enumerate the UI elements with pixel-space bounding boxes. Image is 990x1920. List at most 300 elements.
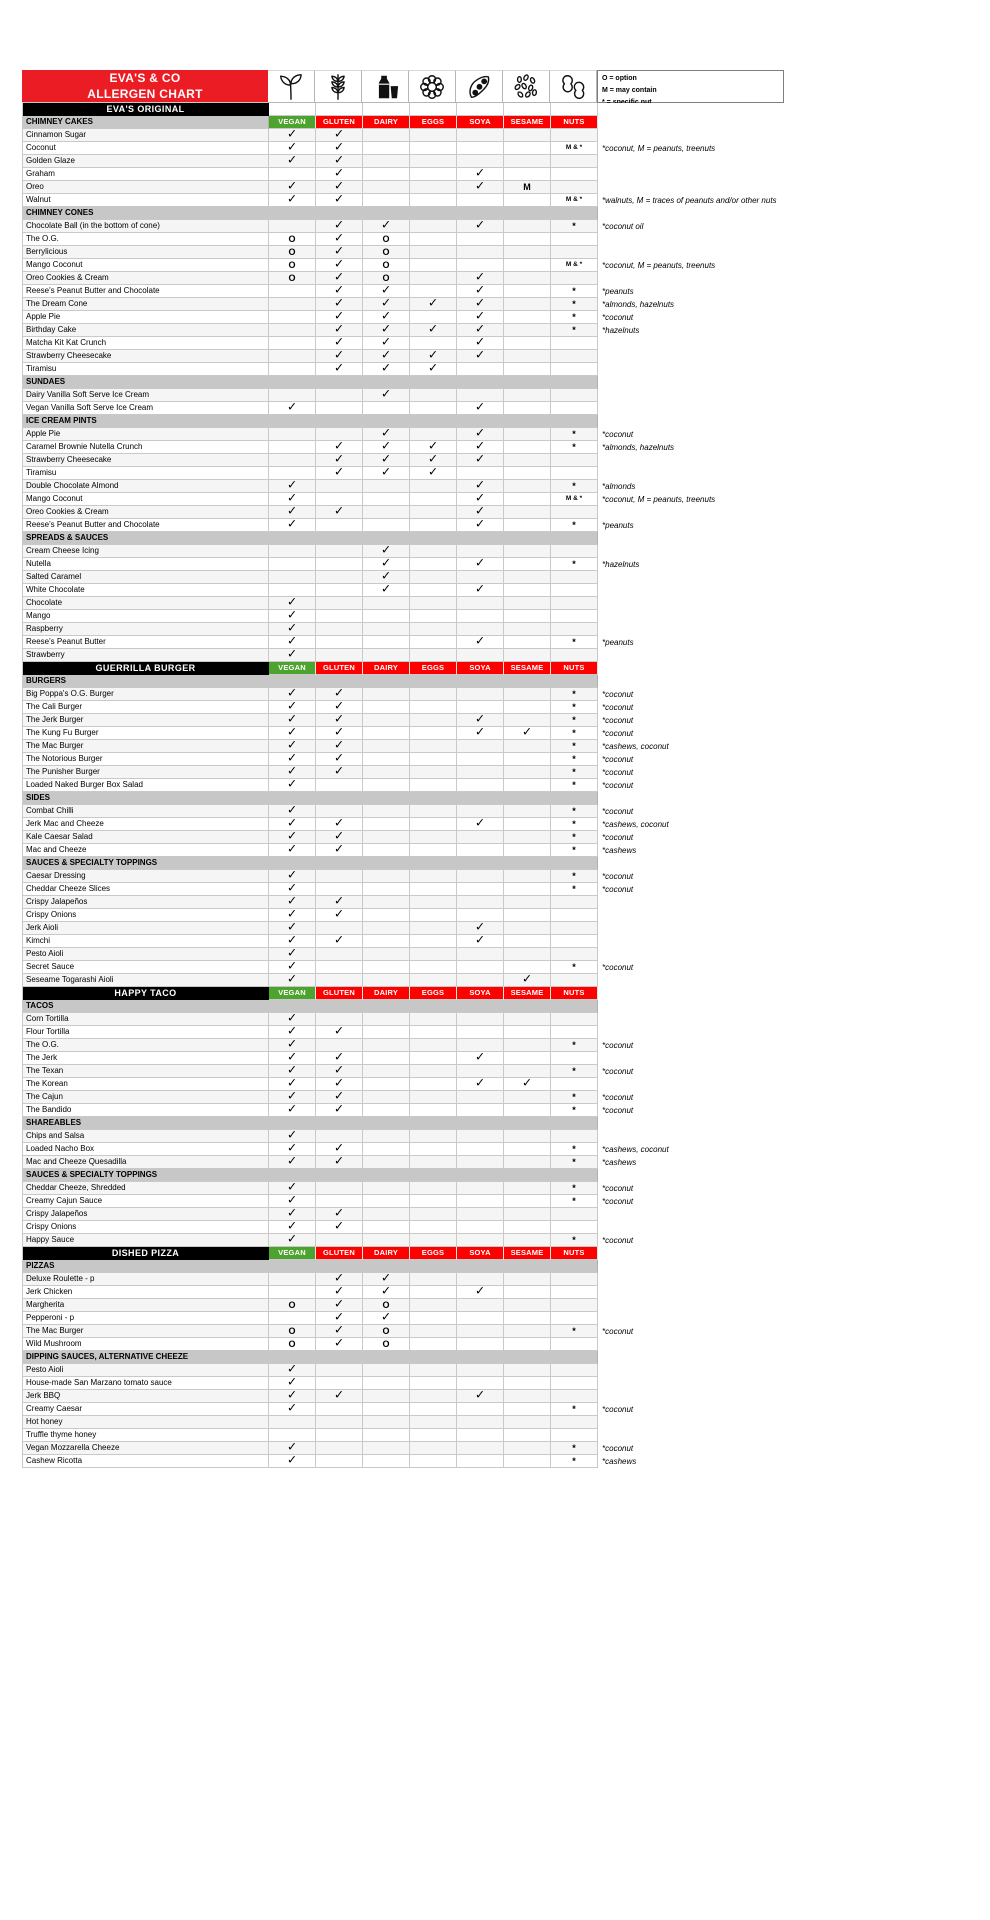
mark-cell <box>551 597 598 610</box>
mark-cell <box>363 896 410 909</box>
note: *coconut <box>598 1325 785 1338</box>
mark-cell <box>457 337 504 350</box>
note <box>598 168 785 181</box>
mark-cell <box>457 779 504 792</box>
mark-cell <box>551 1143 598 1156</box>
mark-cell <box>410 1325 457 1338</box>
section-title: DISHED PIZZA <box>23 1247 269 1260</box>
mark-cell <box>504 168 551 181</box>
checkmark: ✓ <box>286 649 298 661</box>
checkmark: ✓ <box>427 324 439 336</box>
mark-cell <box>269 337 316 350</box>
mark-cell <box>457 831 504 844</box>
item-name: Walnut <box>23 194 269 207</box>
checkmark: ✓ <box>333 168 345 180</box>
checkmark: ✓ <box>521 974 533 986</box>
mark-cell <box>316 298 363 311</box>
checkmark: ✓ <box>474 1390 486 1402</box>
item-name: Jerk Chicken <box>23 1286 269 1299</box>
subsection-header: SUNDAES <box>23 376 598 389</box>
item-name: Jerk Aioli <box>23 922 269 935</box>
mark-cell <box>504 402 551 415</box>
checkmark: ✓ <box>286 155 298 167</box>
mark-cell <box>269 1234 316 1247</box>
mark-cell <box>363 272 410 285</box>
checkmark: ✓ <box>286 831 298 843</box>
mark-cell <box>316 623 363 636</box>
mark-cell <box>504 1234 551 1247</box>
note <box>598 116 785 129</box>
mark-cell <box>269 1416 316 1429</box>
checkmark: ✓ <box>427 350 439 362</box>
mark-cell <box>410 753 457 766</box>
checkmark: ✓ <box>333 233 345 245</box>
mark-cell <box>504 337 551 350</box>
mark-cell <box>457 740 504 753</box>
item-name: Caesar Dressing <box>23 870 269 883</box>
column-header-dairy: DAIRY <box>363 987 410 1000</box>
checkmark: ✓ <box>333 1026 345 1038</box>
mark-cell <box>551 259 598 272</box>
allergen-flag: * <box>572 844 576 855</box>
note <box>598 1221 785 1234</box>
item-name: House-made San Marzano tomato sauce <box>23 1377 269 1390</box>
mark-cell <box>504 896 551 909</box>
mark-cell <box>504 623 551 636</box>
checkmark: ✓ <box>333 220 345 232</box>
mark-cell <box>551 701 598 714</box>
allergen-flag: O <box>382 1338 390 1349</box>
mark-cell <box>269 246 316 259</box>
item-name: The Bandido <box>23 1104 269 1117</box>
mark-cell <box>316 233 363 246</box>
mark-cell <box>316 1429 363 1442</box>
note: *cashews <box>598 844 785 857</box>
mark-cell <box>316 844 363 857</box>
checkmark: ✓ <box>333 1104 345 1116</box>
mark-cell <box>269 181 316 194</box>
mark-cell <box>269 1338 316 1351</box>
checkmark: ✓ <box>380 558 392 570</box>
mark-cell <box>269 454 316 467</box>
mark-cell <box>269 467 316 480</box>
mark-cell <box>410 519 457 532</box>
mark-cell <box>457 1234 504 1247</box>
blank-cell <box>504 103 551 116</box>
mark-cell <box>410 428 457 441</box>
mark-cell <box>316 1026 363 1039</box>
mark-cell <box>551 805 598 818</box>
note: *almonds, hazelnuts <box>598 441 785 454</box>
mark-cell <box>363 1078 410 1091</box>
note: *coconut <box>598 779 785 792</box>
item-name: Tiramisu <box>23 467 269 480</box>
mark-cell <box>316 766 363 779</box>
mark-cell <box>269 1013 316 1026</box>
allergen-flag: * <box>572 519 576 530</box>
mark-cell <box>316 1078 363 1091</box>
checkmark: ✓ <box>286 636 298 648</box>
checkmark: ✓ <box>286 727 298 739</box>
note <box>598 363 785 376</box>
mark-cell <box>410 844 457 857</box>
mark-cell <box>551 493 598 506</box>
mark-cell <box>269 623 316 636</box>
mark-cell <box>316 350 363 363</box>
column-header-vegan: VEGAN <box>269 1247 316 1260</box>
mark-cell <box>269 1026 316 1039</box>
mark-cell <box>363 233 410 246</box>
checkmark: ✓ <box>286 129 298 141</box>
mark-cell <box>457 233 504 246</box>
mark-cell <box>457 1273 504 1286</box>
mark-cell <box>363 259 410 272</box>
note: *coconut, M = peanuts, treenuts <box>598 142 785 155</box>
mark-cell <box>457 636 504 649</box>
mark-cell <box>551 1013 598 1026</box>
item-name: Cheddar Cheeze, Shredded <box>23 1182 269 1195</box>
allergen-flag: * <box>572 220 576 231</box>
note <box>598 1299 785 1312</box>
mark-cell <box>316 1130 363 1143</box>
mark-cell <box>457 272 504 285</box>
mark-cell <box>316 441 363 454</box>
checkmark: ✓ <box>474 714 486 726</box>
mark-cell <box>504 1065 551 1078</box>
mark-cell <box>316 1208 363 1221</box>
mark-cell <box>316 753 363 766</box>
mark-cell <box>457 1338 504 1351</box>
mark-cell <box>504 1286 551 1299</box>
item-name: Reese's Peanut Butter <box>23 636 269 649</box>
note <box>598 1429 785 1442</box>
mark-cell <box>363 831 410 844</box>
mark-cell <box>363 519 410 532</box>
mark-cell <box>504 1078 551 1091</box>
item-name: The Texan <box>23 1065 269 1078</box>
mark-cell <box>410 1091 457 1104</box>
mark-cell <box>551 298 598 311</box>
mark-cell <box>551 740 598 753</box>
item-name: Deluxe Roulette - p <box>23 1273 269 1286</box>
mark-cell <box>269 194 316 207</box>
allergen-flag: * <box>572 1143 576 1154</box>
mark-cell <box>504 779 551 792</box>
checkmark: ✓ <box>380 441 392 453</box>
note: *cashews, coconut <box>598 740 785 753</box>
allergen-flag: * <box>572 714 576 725</box>
mark-cell <box>410 701 457 714</box>
mark-cell <box>410 441 457 454</box>
mark-cell <box>457 688 504 701</box>
checkmark: ✓ <box>333 298 345 310</box>
mark-cell <box>504 1091 551 1104</box>
mark-cell <box>410 545 457 558</box>
mark-cell <box>504 1104 551 1117</box>
checkmark: ✓ <box>474 1052 486 1064</box>
allergen-flag: * <box>572 298 576 309</box>
mark-cell <box>551 727 598 740</box>
checkmark: ✓ <box>333 935 345 947</box>
mark-cell <box>551 129 598 142</box>
note: *coconut <box>598 1039 785 1052</box>
mark-cell <box>269 285 316 298</box>
mark-cell <box>363 571 410 584</box>
mark-cell <box>269 740 316 753</box>
mark-cell <box>316 961 363 974</box>
note <box>598 1013 785 1026</box>
column-header-sesame: SESAME <box>504 662 551 675</box>
note: *coconut <box>598 428 785 441</box>
item-name: Apple Pie <box>23 311 269 324</box>
item-name: Crispy Jalapeños <box>23 1208 269 1221</box>
mark-cell <box>551 831 598 844</box>
mark-cell <box>504 558 551 571</box>
mark-cell <box>363 1130 410 1143</box>
mark-cell <box>410 636 457 649</box>
mark-cell <box>551 870 598 883</box>
mark-cell <box>504 1208 551 1221</box>
checkmark: ✓ <box>333 1273 345 1285</box>
mark-cell <box>551 1312 598 1325</box>
note: *coconut oil <box>598 220 785 233</box>
checkmark: ✓ <box>474 350 486 362</box>
checkmark: ✓ <box>286 870 298 882</box>
mark-cell <box>457 1299 504 1312</box>
note <box>598 402 785 415</box>
note <box>598 181 785 194</box>
checkmark: ✓ <box>333 337 345 349</box>
mark-cell <box>269 701 316 714</box>
note <box>598 1351 785 1364</box>
legend <box>597 70 784 103</box>
checkmark: ✓ <box>380 389 392 401</box>
checkmark: ✓ <box>333 181 345 193</box>
column-header-dairy: DAIRY <box>363 1247 410 1260</box>
mark-cell <box>269 1039 316 1052</box>
note: *almonds, hazelnuts <box>598 298 785 311</box>
mark-cell <box>457 753 504 766</box>
mark-cell <box>269 896 316 909</box>
checkmark: ✓ <box>474 727 486 739</box>
note: *coconut <box>598 727 785 740</box>
mark-cell <box>316 1195 363 1208</box>
mark-cell <box>410 1338 457 1351</box>
checkmark: ✓ <box>474 480 486 492</box>
checkmark: ✓ <box>380 571 392 583</box>
mark-cell <box>316 155 363 168</box>
mark-cell <box>410 948 457 961</box>
mark-cell <box>316 259 363 272</box>
checkmark: ✓ <box>333 285 345 297</box>
checkmark: ✓ <box>521 1078 533 1090</box>
mark-cell <box>410 480 457 493</box>
checkmark: ✓ <box>333 1143 345 1155</box>
mark-cell <box>269 129 316 142</box>
mark-cell <box>504 181 551 194</box>
mark-cell <box>551 1195 598 1208</box>
subsection-header: SIDES <box>23 792 598 805</box>
allergen-flag: O <box>288 1299 296 1310</box>
checkmark: ✓ <box>286 142 298 154</box>
mark-cell <box>269 805 316 818</box>
mark-cell <box>316 480 363 493</box>
note: *coconut <box>598 688 785 701</box>
mark-cell <box>269 610 316 623</box>
mark-cell <box>316 285 363 298</box>
note <box>598 896 785 909</box>
mark-cell <box>457 480 504 493</box>
mark-cell <box>457 1039 504 1052</box>
mark-cell <box>410 1429 457 1442</box>
checkmark: ✓ <box>427 441 439 453</box>
mark-cell <box>269 428 316 441</box>
legend-line-may-contain: M = may contain <box>602 86 657 94</box>
mark-cell <box>551 233 598 246</box>
mark-cell <box>269 324 316 337</box>
mark-cell <box>363 194 410 207</box>
allergen-flag: * <box>572 766 576 777</box>
mark-cell <box>551 1130 598 1143</box>
item-name: Corn Tortilla <box>23 1013 269 1026</box>
note: *coconut <box>598 831 785 844</box>
mark-cell <box>551 1390 598 1403</box>
mark-cell <box>269 1104 316 1117</box>
checkmark: ✓ <box>474 428 486 440</box>
column-header-eggs: EGGS <box>410 116 457 129</box>
mark-cell <box>410 194 457 207</box>
allergen-flag: O <box>288 1325 296 1336</box>
item-name: Cashew Ricotta <box>23 1455 269 1468</box>
mark-cell <box>269 558 316 571</box>
note: *peanuts <box>598 285 785 298</box>
mark-cell <box>410 389 457 402</box>
mark-cell <box>457 1286 504 1299</box>
mark-cell <box>457 467 504 480</box>
mark-cell <box>504 948 551 961</box>
item-name: Oreo Cookies & Cream <box>23 272 269 285</box>
note <box>598 350 785 363</box>
mark-cell <box>269 1273 316 1286</box>
checkmark: ✓ <box>380 467 392 479</box>
allergen-flag: * <box>572 818 576 829</box>
sesame-icon <box>503 70 550 103</box>
mark-cell <box>410 740 457 753</box>
mark-cell <box>410 1442 457 1455</box>
allergen-flag: * <box>572 1182 576 1193</box>
allergen-flag: * <box>572 636 576 647</box>
note <box>598 857 785 870</box>
mark-cell <box>551 402 598 415</box>
checkmark: ✓ <box>380 220 392 232</box>
allergen-flag: * <box>572 1091 576 1102</box>
allergen-flag: O <box>382 233 390 244</box>
mark-cell <box>551 311 598 324</box>
checkmark: ✓ <box>474 441 486 453</box>
mark-cell <box>504 311 551 324</box>
mark-cell <box>410 779 457 792</box>
mark-cell <box>551 428 598 441</box>
mark-cell <box>410 298 457 311</box>
mark-cell <box>457 1390 504 1403</box>
mark-cell <box>316 311 363 324</box>
mark-cell <box>316 948 363 961</box>
checkmark: ✓ <box>333 688 345 700</box>
mark-cell <box>269 1091 316 1104</box>
note <box>598 415 785 428</box>
subsection-header: CHIMNEY CAKES <box>23 116 269 129</box>
mark-cell <box>504 740 551 753</box>
mark-cell <box>457 1312 504 1325</box>
mark-cell <box>551 1234 598 1247</box>
mark-cell <box>363 1065 410 1078</box>
mark-cell <box>504 1403 551 1416</box>
allergen-flag: * <box>572 1195 576 1206</box>
checkmark: ✓ <box>380 324 392 336</box>
mark-cell <box>504 194 551 207</box>
mark-cell <box>410 1234 457 1247</box>
checkmark: ✓ <box>333 467 345 479</box>
note <box>598 389 785 402</box>
mark-cell <box>269 649 316 662</box>
allergen-flag: * <box>572 324 576 335</box>
blank-cell <box>457 103 504 116</box>
allergen-flag: * <box>572 740 576 751</box>
note <box>598 1026 785 1039</box>
mark-cell <box>504 961 551 974</box>
mark-cell <box>457 1416 504 1429</box>
item-name: Oreo <box>23 181 269 194</box>
mark-cell <box>551 909 598 922</box>
checkmark: ✓ <box>286 1013 298 1025</box>
mark-cell <box>504 389 551 402</box>
mark-cell <box>551 285 598 298</box>
mark-cell <box>363 454 410 467</box>
note: *coconut <box>598 883 785 896</box>
checkmark: ✓ <box>286 844 298 856</box>
mark-cell <box>363 428 410 441</box>
mark-cell <box>316 558 363 571</box>
column-header-nuts: NUTS <box>551 987 598 1000</box>
mark-cell <box>316 220 363 233</box>
mark-cell <box>269 870 316 883</box>
item-name: Crispy Jalapeños <box>23 896 269 909</box>
mark-cell <box>457 1325 504 1338</box>
mark-cell <box>363 1143 410 1156</box>
allergen-flag: * <box>572 1065 576 1076</box>
mark-cell <box>551 948 598 961</box>
checkmark: ✓ <box>333 311 345 323</box>
mark-cell <box>363 623 410 636</box>
mark-cell <box>269 1377 316 1390</box>
checkmark: ✓ <box>286 740 298 752</box>
item-name: Golden Glaze <box>23 155 269 168</box>
allergen-flag: * <box>572 1234 576 1245</box>
allergen-flag: M & * <box>565 494 583 502</box>
mark-cell <box>269 1325 316 1338</box>
mark-cell <box>363 870 410 883</box>
mark-cell <box>551 246 598 259</box>
note: *coconut, M = peanuts, treenuts <box>598 493 785 506</box>
column-header-sesame: SESAME <box>504 116 551 129</box>
checkmark: ✓ <box>286 818 298 830</box>
item-name: Loaded Nacho Box <box>23 1143 269 1156</box>
item-name: Matcha Kit Kat Crunch <box>23 337 269 350</box>
mark-cell <box>363 285 410 298</box>
item-name: Chocolate Ball (in the bottom of cone) <box>23 220 269 233</box>
allergen-flag: * <box>572 311 576 322</box>
item-name: Jerk BBQ <box>23 1390 269 1403</box>
